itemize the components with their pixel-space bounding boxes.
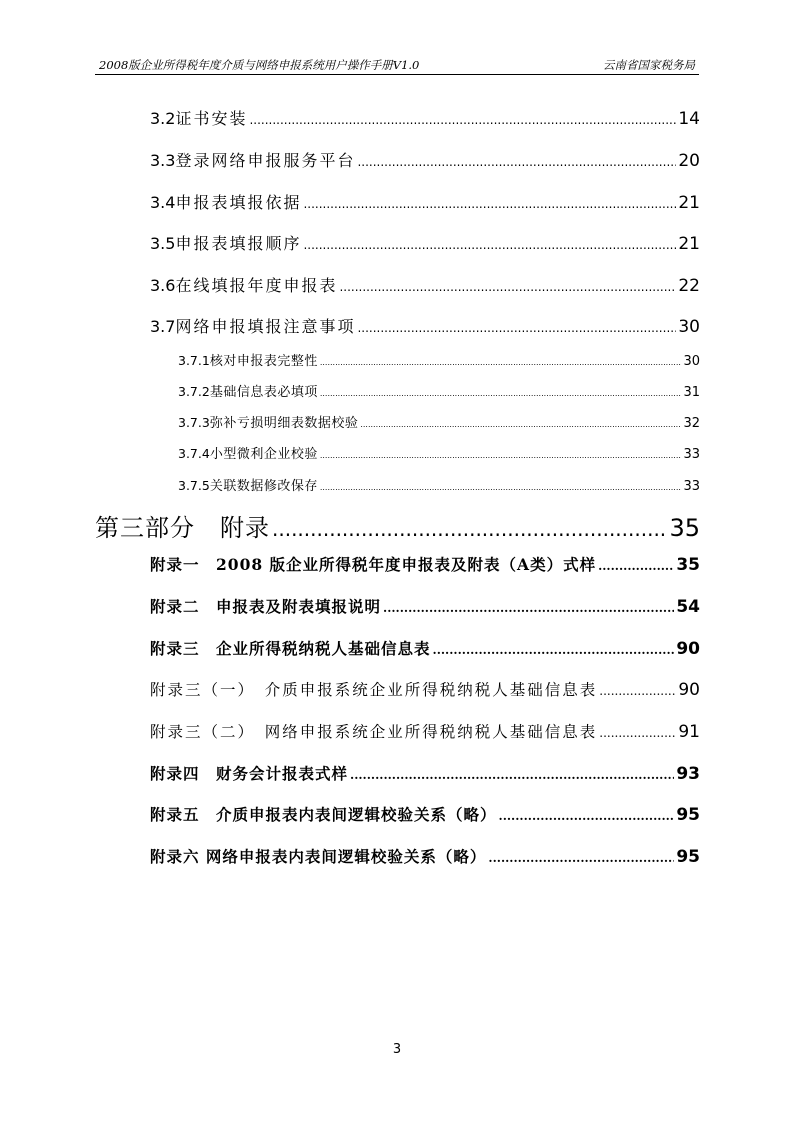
toc-entry-title: 网络申报填报注意事项 bbox=[175, 317, 356, 336]
toc-entry-title: 登录网络申报服务平台 bbox=[175, 151, 356, 170]
toc-leader-dots bbox=[433, 643, 675, 657]
toc-leader-dots bbox=[599, 726, 676, 740]
toc-entry-appendix-3-1[interactable] bbox=[150, 678, 700, 700]
page-header bbox=[95, 52, 699, 75]
toc-entry-number: 3.7.2 bbox=[178, 384, 210, 399]
toc-leader-dots bbox=[598, 559, 674, 573]
toc-entry-3-7-5[interactable] bbox=[178, 475, 700, 494]
toc-leader-dots bbox=[360, 420, 681, 429]
toc-leader-dots bbox=[320, 389, 682, 398]
toc-entry-number: 3.7.4 bbox=[178, 446, 210, 461]
toc-entry-title: 附录四 财务会计报表式样 bbox=[150, 764, 349, 783]
toc-entry-title: 附录六 网络申报表内表间逻辑校验关系（略） bbox=[150, 847, 487, 866]
toc-entry-3-5[interactable] bbox=[150, 231, 700, 254]
toc-leader-dots bbox=[320, 451, 682, 460]
toc-entry-title: 附录二 申报表及附表填报说明 bbox=[150, 597, 382, 616]
toc-entry-title: 申报表填报顺序 bbox=[175, 234, 302, 253]
toc-entry-appendix-3[interactable] bbox=[150, 637, 700, 659]
toc-entry-3-7-1[interactable] bbox=[178, 350, 700, 369]
toc-entry-number: 3.3 bbox=[150, 151, 176, 170]
toc-entry-appendix-1[interactable] bbox=[150, 553, 700, 575]
toc-entry-appendix-2[interactable] bbox=[150, 595, 700, 617]
toc-entry-3-7-3[interactable] bbox=[178, 412, 700, 431]
toc-entry-title: 附录一 2008 版企业所得税年度申报表及附表（A类）式样 bbox=[150, 555, 597, 574]
toc-entry-3-4[interactable] bbox=[150, 190, 700, 213]
toc-entry-title: 附录五 介质申报表内表间逻辑校验关系（略） bbox=[150, 805, 497, 824]
toc-entry-page: 54 bbox=[676, 597, 700, 617]
toc-entry-page: 35 bbox=[669, 514, 700, 542]
toc-leader-dots bbox=[599, 684, 676, 698]
toc-entry-title: 证书安装 bbox=[175, 109, 248, 128]
toc-entry-number: 3.7 bbox=[150, 317, 176, 336]
toc-entry-appendix-3-2[interactable] bbox=[150, 720, 700, 742]
toc-leader-dots bbox=[350, 768, 674, 782]
toc-leader-dots bbox=[303, 197, 676, 211]
header-document-title: 2008版企业所得税年度介质与网络申报系统用户操作手册V1.0 bbox=[99, 58, 420, 72]
toc-entry-3-7[interactable] bbox=[150, 314, 700, 337]
toc-entry-3-3[interactable] bbox=[150, 148, 700, 171]
toc-entry-part-three[interactable] bbox=[95, 508, 700, 543]
toc-leader-dots bbox=[357, 321, 676, 335]
toc-entry-title: 申报表填报依据 bbox=[175, 193, 302, 212]
toc-entry-3-2[interactable] bbox=[150, 106, 700, 129]
toc-entry-page: 33 bbox=[683, 447, 700, 462]
toc-entry-page: 32 bbox=[683, 416, 700, 431]
toc-entry-3-6[interactable] bbox=[150, 273, 700, 296]
toc-entry-3-7-2[interactable] bbox=[178, 381, 700, 400]
toc-entry-page: 91 bbox=[678, 722, 700, 742]
toc-entry-page: 30 bbox=[683, 354, 700, 369]
toc-entry-page: 33 bbox=[683, 479, 700, 494]
toc-entry-page: 90 bbox=[678, 680, 700, 700]
toc-leader-dots bbox=[339, 280, 676, 294]
toc-entry-appendix-4[interactable] bbox=[150, 762, 700, 784]
toc-entry-page: 21 bbox=[678, 234, 700, 254]
toc-entry-page: 35 bbox=[676, 555, 700, 575]
toc-entry-page: 20 bbox=[678, 151, 700, 171]
header-organization: 云南省国家税务局 bbox=[603, 58, 695, 72]
toc-entry-title: 附录三 企业所得税纳税人基础信息表 bbox=[150, 639, 431, 658]
toc-entry-number: 3.4 bbox=[150, 193, 176, 212]
toc-leader-dots bbox=[320, 358, 682, 367]
toc-entry-number: 3.7.5 bbox=[178, 478, 210, 493]
toc-entry-page: 31 bbox=[683, 385, 700, 400]
toc-leader-dots bbox=[383, 601, 674, 615]
toc-entry-number: 3.2 bbox=[150, 109, 176, 128]
toc-entry-title: 在线填报年度申报表 bbox=[175, 276, 338, 295]
toc-leader-dots bbox=[499, 809, 675, 823]
toc-entry-page: 30 bbox=[678, 317, 700, 337]
toc-part-title: 第三部分 附录 bbox=[95, 514, 270, 542]
toc-entry-page: 95 bbox=[676, 805, 700, 825]
toc-entry-appendix-6[interactable] bbox=[150, 845, 700, 867]
toc-entry-number: 3.5 bbox=[150, 234, 176, 253]
toc-entry-page: 21 bbox=[678, 193, 700, 213]
toc-leader-dots bbox=[357, 155, 676, 169]
toc-entry-page: 93 bbox=[676, 764, 700, 784]
toc-entry-3-7-4[interactable] bbox=[178, 443, 700, 462]
toc-entry-title: 附录三（二） 网络申报系统企业所得税纳税人基础信息表 bbox=[150, 723, 598, 741]
toc-entry-title: 弥补亏损明细表数据校验 bbox=[209, 416, 359, 431]
toc-entry-title: 关联数据修改保存 bbox=[209, 479, 318, 494]
toc-entry-page: 22 bbox=[678, 276, 700, 296]
toc-entry-title: 小型微利企业校验 bbox=[209, 447, 318, 462]
toc-entry-title: 基础信息表必填项 bbox=[209, 385, 318, 400]
toc-leader-dots bbox=[303, 238, 676, 252]
toc-entry-appendix-5[interactable] bbox=[150, 803, 700, 825]
page-number: 3 bbox=[392, 1042, 402, 1057]
toc-leader-dots bbox=[272, 517, 667, 541]
toc-entry-title: 附录三（一） 介质申报系统企业所得税纳税人基础信息表 bbox=[150, 681, 598, 699]
toc-leader-dots bbox=[320, 483, 682, 492]
toc-entry-page: 90 bbox=[676, 639, 700, 659]
toc-entry-number: 3.7.1 bbox=[178, 353, 210, 368]
toc-leader-dots bbox=[249, 113, 676, 127]
toc-entry-page: 95 bbox=[676, 847, 700, 867]
toc-entry-number: 3.6 bbox=[150, 276, 176, 295]
toc-leader-dots bbox=[488, 851, 674, 865]
toc-entry-title: 核对申报表完整性 bbox=[209, 354, 318, 369]
toc-entry-number: 3.7.3 bbox=[178, 415, 210, 430]
toc-entry-page: 14 bbox=[678, 109, 700, 129]
